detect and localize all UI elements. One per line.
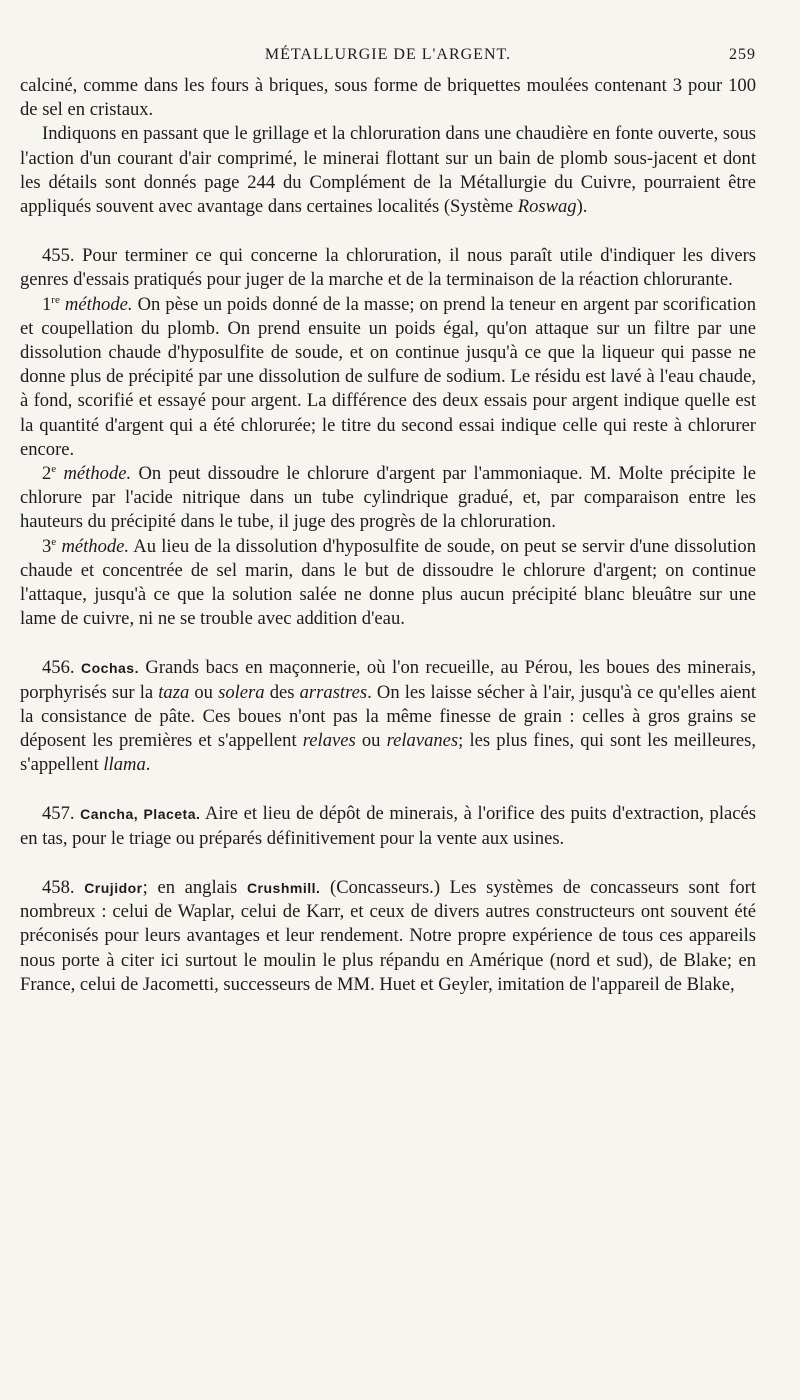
glossary-term: Cochas. [81,660,139,677]
section-456 [20,656,756,777]
paragraph-text: ). [576,196,588,218]
italic-term: arrastres [299,681,368,703]
paragraph-text: Aire et lieu de dépôt de minerais, à l'orifice des puits d'extraction, placés en tas, pour le triage ou préparés définitivement pour la vente aux usines. [20,803,756,849]
section-number: 456. [42,657,81,679]
paragraph-text: Indiquons en passant que le grillage et la chloruration dans une chaudière en fonte ouverte, sous l'action d'un courant d'air comprimé, le minerai flottant sur un bain de plomb sous-jacent et dont les détails sont donnés page 244 du Complément de la Métallurgie du Cuivre, pourraient être appliqués souvent avec avantage dans certaines localités (Système [20,123,756,218]
ordinal-suffix: e [51,535,57,548]
paragraph-text: On pèse un poids donné de la masse; on prend la teneur en argent par scorification et coupellation du plomb. On prend ensuite un poids égal, qu'on attaque sur un filtre par une dissolution chaude d'hyposulfite de soude, et on continue jusqu'à ce que la liqueur qui passe ne donne plus de précipité par une dissolution de sulfure de sodium. Le résidu est lavé à l'eau chaude, à fond, scorifié et essayé pour argent. La différence des deux essais pour argent indique quelle est la quantité d'argent qui a été chlorurée; le titre du second essai indique celle qui reste à chlorurer encore. [20,293,756,460]
section-458 [20,876,756,997]
running-title: MÉTALLURGIE DE L'ARGENT. [264,46,512,63]
paragraph-text: Grands bacs en maçonnerie, où l'on recueille, au Pérou, les boues des minerais, porphyrisés sur la [20,657,756,703]
method-number: 2 [42,463,52,485]
page-body [20,74,756,997]
italic-term: solera [218,681,265,703]
method-3 [20,535,756,632]
paragraph-text: ; en anglais [142,876,247,898]
method-number: 3 [42,535,52,557]
paragraph-text: . [145,754,151,776]
paragraph-text: . On les laisse sécher à l'air, jusqu'à ce qu'elles aient la consistance de pâte. Ces boues n'ont pas la même finesse de grain : celles à gros grains se déposent les premières et s'appellent [20,681,756,752]
paragraph-text: (Concasseurs.) Les systèmes de concasseurs sont fort nombreux : celui de Waplar, celui de Karr, et ceux de divers autres constructeurs ont souvent été préconisés pour leurs avantages et leur rendement. Notre propre expérience de tous ces appareils nous porte à citer ici surtout le moulin le plus répandu en Amérique (nord et sud), de Blake; en France, celui de Jacometti, successeurs de MM. Huet et Geyler, imitation de l'appareil de Blake, [20,876,757,995]
paragraph-text: calciné, comme dans les fours à briques, sous forme de briquettes moulées contenant 3 pour 100 de sel en cristaux. [20,75,756,121]
paragraph-text: ; les plus fines, qui sont les meilleures, s'appellent [20,730,757,776]
section-number: 457. [42,803,81,825]
method-1 [20,293,756,462]
method-label: méthode. [63,463,132,485]
glossary-term: Crujidor [84,879,143,896]
ordinal-suffix: re [51,293,60,306]
paragraph-text: On peut dissoudre le chlorure d'argent par l'ammoniaque. M. Molte précipite le chlorure par l'acide nitrique dans un tube cylindrique gradué, et, par comparaison entre les hauteurs du précipité dans le tube, il juge des progrès de la chloruration. [20,463,756,533]
page-number: 259 [729,46,756,63]
paragraph-text: des [264,681,300,703]
section-457 [20,802,756,850]
glossary-term: Cancha, Placeta. [80,806,201,823]
paragraph-text: ou [355,730,387,752]
glossary-term: Crushmill. [246,879,321,896]
ordinal-suffix: e [51,462,57,475]
paragraph-text: Au lieu de la dissolution d'hyposulfite de soude, on peut se servir d'une dissolution chaude et concentrée de sel marin, dans le but de dissoudre le chlorure d'argent; on continue l'attaque, jusqu'à ce que la solution salée ne donne plus aucun précipité blanc bleuâtre sur une lame de cuivre, ni ne se trouble avec addition d'eau. [20,535,756,630]
italic-term: relavanes [386,730,459,752]
italic-term: Roswag [517,196,577,218]
running-header [20,44,756,74]
italic-term: taza [158,681,190,703]
section-number: 458. [42,876,85,898]
method-label: méthode. [61,535,130,557]
paragraph-text: 455. Pour terminer ce qui concerne la chloruration, il nous paraît utile d'indiquer les divers genres d'essais pratiqués pour juger de la marche et de la terminaison de la réaction chlorurante. [20,245,756,291]
section-455 [20,244,756,292]
paragraph-continued [20,74,756,122]
paragraph-grillage [20,122,756,219]
method-label: méthode. [64,293,133,315]
italic-term: llama [103,754,146,776]
method-2 [20,462,756,535]
paragraph-text: ou [189,681,219,703]
italic-term: relaves [302,730,356,752]
method-number: 1 [42,293,52,315]
